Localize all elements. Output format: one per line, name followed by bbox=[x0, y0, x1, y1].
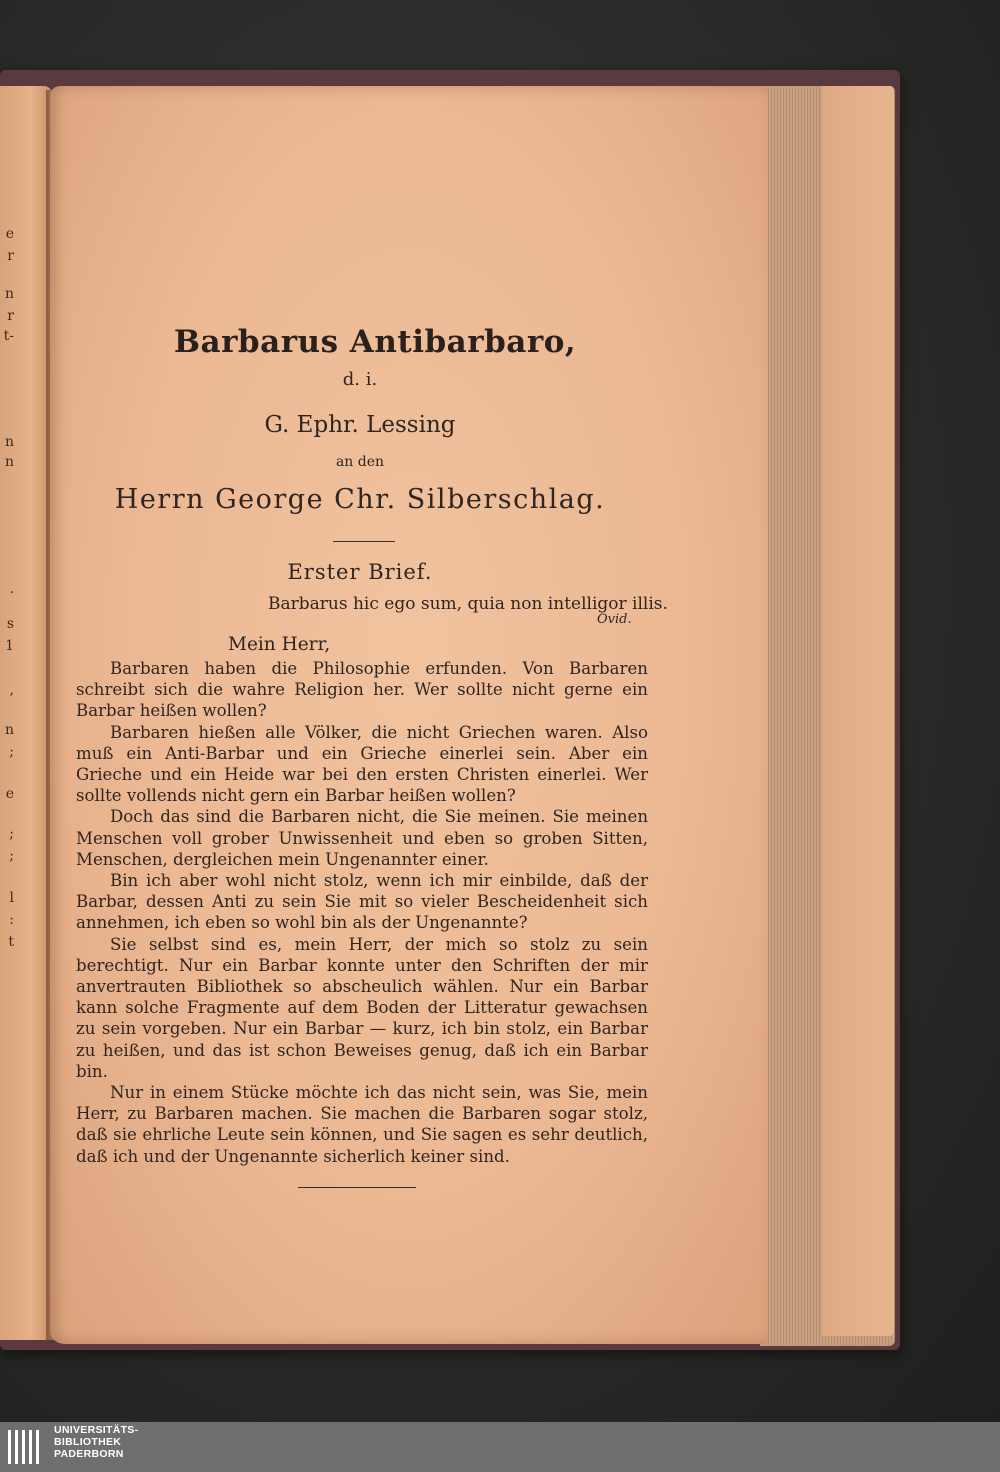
paragraph: Bin ich aber wohl nicht stolz, wenn ich mir einbilde, daß der Barbar, dessen Anti zu sein Sie mit so vieler Bescheidenheit sich annehmen, ich eben so wohl bin als der Ungenannte? bbox=[76, 871, 648, 933]
letter-heading: Erster Brief. bbox=[287, 560, 433, 584]
left-page-fragment: n bbox=[4, 722, 14, 738]
paragraph: Doch das sind die Barbaren nicht, die Sie meinen. Sie meinen Menschen voll grober Unwissenheit und eben so groben Sitten, Menschen, dergleichen mein Ungenannter einer. bbox=[76, 807, 648, 869]
left-page-fragment: e bbox=[5, 226, 14, 242]
left-page-fragment: t- bbox=[3, 328, 14, 344]
book-page bbox=[50, 86, 768, 1344]
left-page-fragment: ; bbox=[9, 826, 14, 842]
motto-source: Ovid. bbox=[597, 612, 632, 627]
recipient-line: Herrn George Chr. Silberschlag. bbox=[114, 484, 606, 515]
paragraph: Nur in einem Stücke möchte ich das nicht sein, was Sie, mein Herr, zu Barbaren machen. Sie machen die Barbaren sogar stolz, daß sie ehrliche Leute sein können, und Sie sagen es sehr deutlich, daß ich und der Ungenannte sicherlich keiner sind. bbox=[76, 1083, 648, 1166]
left-page-fragment: 1 bbox=[5, 638, 14, 654]
end-divider bbox=[298, 1187, 416, 1188]
logo-line: PADERBORN bbox=[54, 1448, 124, 1460]
left-page-fragment: t bbox=[8, 934, 14, 950]
right-page-edge bbox=[822, 86, 894, 1336]
left-page-fragment: e bbox=[5, 786, 14, 802]
logo-line: BIBLIOTHEK bbox=[54, 1436, 122, 1448]
title-divider bbox=[333, 541, 395, 542]
logo-line: UNIVERSITÄTS- bbox=[54, 1424, 139, 1436]
page-block-edges bbox=[760, 86, 895, 1346]
left-page-fragment: l bbox=[9, 890, 14, 906]
paragraph: Barbaren hießen alle Völker, die nicht Griechen waren. Also muß ein Anti-Barbar und ein Grieche einerlei sein. Aber ein Grieche und ein Heide war bei den ersten Christen einerlei. Wer sollte vollends nicht gern ein Barbar heißen wollen? bbox=[76, 722, 648, 806]
motto: Barbarus hic ego sum, quia non intelligor illis. bbox=[268, 594, 668, 614]
left-page-fragment: : bbox=[9, 912, 14, 928]
author-line: G. Ephr. Lessing bbox=[264, 412, 456, 438]
library-logo-text bbox=[54, 1424, 138, 1460]
paragraph: Barbaren haben die Philosophie erfunden. Von Barbaren schreibt sich die wahre Religion her. Wer sollte nicht gerne ein Barbar heißen wollen? bbox=[76, 659, 648, 721]
salutation: Mein Herr, bbox=[228, 634, 331, 655]
left-page-fragment: s bbox=[6, 616, 14, 632]
left-page-fragment: ; bbox=[9, 848, 14, 864]
paragraph: Sie selbst sind es, mein Herr, der mich so stolz zu sein berechtigt. Nur ein Barbar konnte unter den Schriften der mir anvertrauten Bibliothek so abscheulich wählen. Nur ein Barbar kann solche Fragmente auf dem Boden der Litteratur gewachsen zu sein vorgeben. Nur ein Barbar — kurz, ich bin stolz, ein Barbar zu heißen, und das ist schon Beweises genug, daß ich ein Barbar bin. bbox=[76, 934, 648, 1081]
page-title: Barbarus Antibarbaro, bbox=[173, 324, 577, 360]
left-page-fragment: r bbox=[7, 308, 14, 324]
left-page-fragment: n bbox=[4, 454, 14, 470]
footer-bar bbox=[0, 1422, 1000, 1472]
left-page-fragment: ; bbox=[9, 744, 14, 760]
letter-body bbox=[76, 658, 648, 1167]
left-page-fragment: . bbox=[9, 581, 14, 597]
left-page-edge bbox=[0, 86, 52, 1340]
an-den-line: an den bbox=[335, 454, 385, 470]
di-line: d. i. bbox=[342, 369, 378, 390]
left-page-fragment: n bbox=[4, 286, 14, 302]
left-page-fragment: , bbox=[9, 682, 14, 698]
left-page-fragment: r bbox=[7, 248, 14, 264]
library-logo-icon bbox=[6, 1426, 48, 1468]
left-page-fragment: n bbox=[4, 434, 14, 450]
